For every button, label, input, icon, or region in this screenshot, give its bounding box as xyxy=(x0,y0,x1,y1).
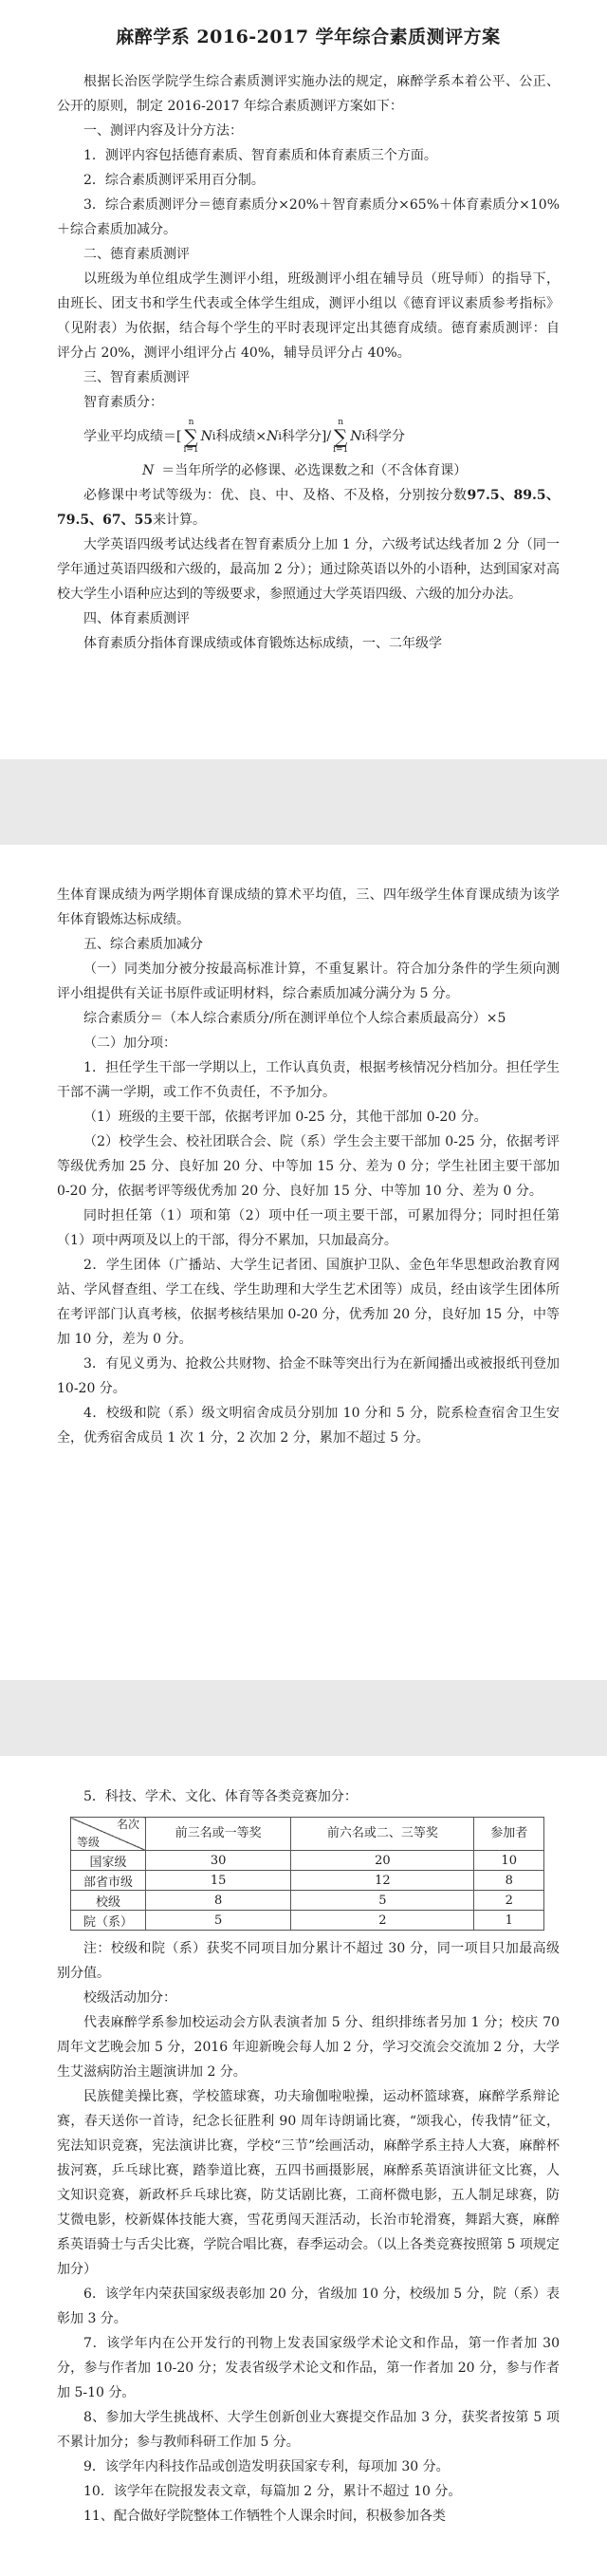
section-1-item-1: 1．测评内容包括德育素质、智育素质和体育素质三个方面。 xyxy=(83,148,437,163)
document-page-3 xyxy=(0,1756,607,2576)
section-3-heading: 三、智育素质测评 xyxy=(83,370,190,385)
section-4-text: 体育素质分指体育课成绩或体育锻炼达标成绩，一、二年级学 xyxy=(83,636,442,651)
table-row: 校级 8 5 2 xyxy=(71,1891,544,1911)
paragraph: 2．学生团体（广播站、大学生记者团、国旗护卫队、金色年华思想政治教育网站、学风督查组、学工在线、学生助理和大学生艺术团等）成员，经由该学生团体所在考评部门认真考核，依据考核结果加 0-20 分，优秀加 20 分，良好加 15 分，中等加 10 分，差为 0 分。 xyxy=(57,1258,560,1347)
paragraph: 3．有见义勇为、抢救公共财物、拾金不昧等突出行为在新闻播出或被报纸刊登加 10-20 分。 xyxy=(57,1356,560,1396)
section-3-subheading: 智育素质分： xyxy=(83,395,163,410)
english-bonus-text: 大学英语四级考试达线者在智育素质分上加 1 分，六级考试达线者加 2 分（同一学年通过英语四级和六级的，最高加 2 分）；通过除英语以外的小语种，达到国家对高校大学生小语种应达到的等级要求，参照通过大学英语四级、六级的加分办法。 xyxy=(57,537,560,602)
paragraph: 7．该学年内在公开发行的刊物上发表国家级学术论文和作品，第一作者加 30 分，参与作者加 10-20 分；发表省级学术论文和作品，第一作者加 20 分，参与作者加 5-10 分。 xyxy=(57,2336,560,2400)
paragraph: 综合素质分＝（本人综合素质分/所在测评单位个人综合素质最高分）×5 xyxy=(83,1011,506,1026)
ni-definition: N ＝当年所学的必修课、必选课数之和（不含体育课） xyxy=(142,463,468,478)
table-header: 参加者 xyxy=(474,1818,544,1851)
activity-heading: 校级活动加分： xyxy=(83,1990,176,2006)
intro-paragraph: 根据长治医学院学生综合素质测评实施办法的规定，麻醉学系本着公平、公正、公开的原则，制定 2016-2017 年综合素质测评方案如下： xyxy=(57,74,560,114)
document-page-1 xyxy=(0,0,607,759)
table-note: 注：校级和院（系）获奖不同项目加分累计不超过 30 分，同一项目只加最高级别分值。 xyxy=(57,1941,560,1981)
table-header: 前六名或二、三等奖 xyxy=(291,1818,474,1851)
section-1-heading: 一、测评内容及计分方法： xyxy=(83,123,243,139)
grade-conversion: 必修课中考试等级为：优、良、中、及格、不及格，分别按分数97.5、89.5、79.5、67、55来计算。 xyxy=(57,488,560,528)
table-row: 院（系） 5 2 1 xyxy=(71,1911,544,1931)
paragraph: 民族健美操比赛，学校篮球赛，功夫瑜伽啦啦操，运动杯篮球赛，麻醉学系辩论赛，春天送你一首诗，纪念长征胜利 90 周年诗朗诵比赛，“颂我心，传我情”征文，宪法知识竞赛，宪法演讲比赛，学校“三节”绘画活动，麻醉学系主持人大赛，麻醉杯拔河赛，乒乓球比赛，踏拳道比赛，五四书画摄影展，麻醉系英语演讲征文比赛，人文知识竞赛，新政杯乒乓球比赛，防艾话剧比赛，工商杯微电影，五人制足球赛，防艾微电影，校新媒体技能大赛，雪花勇闯天涯活动，长治市轮滑赛，舞蹈大赛，麻醉系英语骑士与舌尖比赛，学院合唱比赛，春季运动会。（以上各类竞赛按照第 5 项规定加分） xyxy=(57,2089,560,2277)
paragraph: （1）班级的主要干部，依据考评加 0-25 分，其他干部加 0-20 分。 xyxy=(83,1110,487,1125)
paragraph: （一）同类加分被分按最高标准计算，不重复累计。符合加分条件的学生须向测评小组提供有关证书原件或证明材料，综合素质加减分满分为 5 分。 xyxy=(57,961,560,1001)
paragraph: 代表麻醉学系参加校运动会方队表演者加 5 分、组织排练者另加 1 分；校庆 70 周年文艺晚会加 5 分，2016 年迎新晚会每人加 2 分，学习交流会交流加 2 分，大学生艾滋病防治主题演讲加 2 分。 xyxy=(57,2015,560,2080)
paragraph: （二）加分项： xyxy=(83,1036,176,1051)
table-header: 前三名或一等奖 xyxy=(146,1818,291,1851)
section-2-heading: 二、德育素质测评 xyxy=(83,247,190,262)
paragraph: 11、配合做好学院整体工作牺牲个人课余时间，积极参加各类 xyxy=(83,2509,446,2524)
formula-label: 学业平均成绩＝ xyxy=(83,429,176,444)
paragraph: 9．该学年内科技作品或创造发明获国家专利，每项加 30 分。 xyxy=(83,2459,450,2474)
paragraph: 4．校级和院（系）级文明宿舍成员分别加 10 分和 5 分，院系检查宿舍卫生安全，优秀宿舍成员 1 次 1 分，2 次加 2 分，累加不超过 5 分。 xyxy=(57,1406,560,1446)
section-5-heading: 五、综合素质加减分 xyxy=(83,937,203,952)
paragraph: 8、参加大学生挑战杯、大学生创新创业大赛提交作品加 3 分，获奖者按第 5 项不累计加分；参与教师科研工作加 5 分。 xyxy=(57,2410,560,2450)
sum-symbol: n ∑ i=1 xyxy=(183,418,199,455)
table-corner-cell: 名次 等级 xyxy=(71,1818,146,1851)
section-4-heading: 四、体育素质测评 xyxy=(83,611,190,626)
paragraph: 1．担任学生干部一学期以上，工作认真负责，根据考核情况分档加分。担任学生干部不满一学期，或工作不负责任，不予加分。 xyxy=(57,1060,560,1100)
table-header-row xyxy=(71,1818,544,1851)
section-1-item-3: 3．综合素质测评分＝德育素质分×20%＋智育素质分×65%＋体育素质分×10%＋综合素质加减分。 xyxy=(57,197,560,237)
document-title: 麻醉学系 2016-2017 学年综合素质测评方案 xyxy=(116,27,501,47)
paragraph: 6．该学年内荣获国家级表彰加 20 分，省级加 10 分，校级加 5 分，院（系）表彰加 3 分。 xyxy=(57,2287,560,2326)
paragraph: 同时担任第（1）项和第（2）项中任一项主要干部，可累加得分；同时担任第（1）项中两项及以上的干部，得分不累加，只加最高分。 xyxy=(57,1208,560,1248)
section-2-text: 以班级为单位组成学生测评小组，班级测评小组在辅导员（班导师）的指导下，由班长、团支书和学生代表或全体学生组成，测评小组以《德育评议素质参考指标》（见附表）为依据，结合每个学生的平时表现评定出其德育成绩。德育素质测评：自评分占 20%，测评小组评分占 40%，辅导员评分占 40%。 xyxy=(57,271,560,361)
document-page-2 xyxy=(0,845,607,1680)
section-4-continuation: 生体育课成绩为两学期体育课成绩的算术平均值，三、四年级学生体育课成绩为该学年体育锻炼达标成绩。 xyxy=(57,887,560,927)
sum-symbol-denominator: n ∑ i=1 xyxy=(333,418,349,455)
table-row: 国家级 30 20 10 xyxy=(71,1851,544,1871)
competition-item-heading: 5．科技、学术、文化、体育等各类竞赛加分： xyxy=(83,1789,358,1804)
table-row: 部省市级 15 12 8 xyxy=(71,1871,544,1891)
paragraph: 10．该学年在院报发表文章，每篇加 2 分，累计不超过 10 分。 xyxy=(83,2484,462,2499)
awards-table xyxy=(70,1817,544,1931)
gpa-formula: 学业平均成绩＝ [ n ∑ i=1 N i 科成绩× N i 科学分 ]/ n ∑ i=1 N i 科学分 xyxy=(83,418,406,455)
paragraph: （2）校学生会、校社团联合会、院（系）学生会主要干部加 0-25 分，依据考评等级优秀加 25 分、良好加 20 分、中等加 15 分、差为 0 分；学生社团主要干部加 0-20 分，依据考评等级优秀加 20 分、良好加 15 分、中等加 10 分、差为 0 分。 xyxy=(57,1134,560,1199)
section-1-item-2: 2．综合素质测评采用百分制。 xyxy=(83,173,265,188)
